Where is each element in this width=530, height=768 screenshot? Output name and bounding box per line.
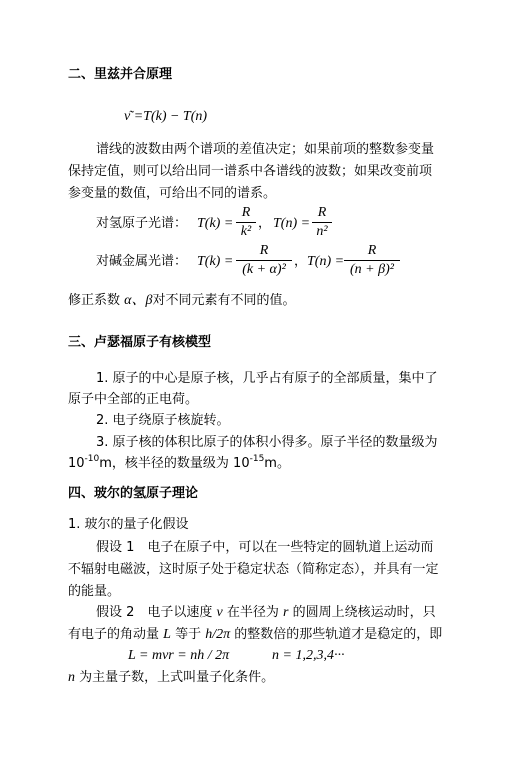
fraction-bar [344, 260, 400, 261]
text: 为主量子数，上式叫量子化条件。 [75, 670, 275, 685]
fraction-bar [236, 222, 256, 223]
section-4-heading: 四、玻尔的氢原子理论 [68, 486, 199, 501]
separator: ， [258, 216, 272, 231]
symbol-h-over-2pi: h/2π [205, 627, 231, 642]
fraction-denominator: k² [240, 224, 252, 239]
hydrogen-tn-fraction [312, 205, 332, 241]
text: 的圆周上绕核运动时，只 [288, 605, 436, 620]
text: m，核半径的数量级为 10 [99, 456, 250, 471]
text: 的整数倍的那些轨道才是稳定的，即 [230, 627, 443, 642]
hydrogen-tk-fraction [236, 205, 256, 241]
paragraph-line: 不辐射电磁波，这时原子处于稳定状态（简称定态），并具有一定 [68, 562, 439, 577]
fraction-bar [236, 260, 292, 261]
correction-note [68, 292, 295, 310]
ritz-formula: ν͂ =T(k) − T(n) [124, 109, 208, 124]
paragraph-line: 谱线的波数由两个谱项的差值决定；如果前项的整数参变量 [96, 142, 435, 157]
text: 有电子的角动量 [68, 627, 164, 642]
fraction-bar [312, 222, 332, 223]
paragraph-line [96, 604, 436, 622]
text: 假设 2 电子以速度 [96, 605, 217, 620]
hydrogen-label: 对氢原子光谱： [96, 216, 188, 231]
symbol-r: r [283, 605, 289, 620]
section-3-heading: 三、卢瑟福原子有核模型 [68, 335, 212, 350]
list-item-continued: 原子中全部的正电荷。 [68, 392, 199, 407]
fraction-denominator: (n + β)² [350, 262, 394, 277]
alkali-label: 对碱金属光谱： [96, 254, 188, 269]
quantum-numbers: n = 1,2,3,4··· [272, 648, 345, 663]
section-2-heading: 二、里兹并合原理 [68, 67, 173, 82]
paragraph-line: 保持定值，则可以给出同一谱系中各谱线的波数；如果改变前项 [68, 164, 433, 179]
exponent: -10 [84, 454, 100, 464]
fraction-denominator: (k + α)² [242, 262, 286, 277]
paragraph-line [68, 669, 274, 687]
symbol-n: n [68, 670, 75, 685]
fraction-numerator: R [259, 243, 269, 258]
fraction-numerator: R [317, 205, 327, 220]
alkali-tk-fraction [236, 243, 292, 279]
hydrogen-tn: T(n) = [273, 216, 311, 231]
correction-symbols: α、β [124, 293, 153, 308]
text: 10 [68, 456, 85, 471]
quantization-formula: L = mvr = nh / 2π [128, 648, 230, 663]
alkali-tk: T(k) = [197, 254, 234, 269]
paragraph-line [68, 626, 442, 644]
text: 在半径为 [222, 605, 284, 620]
alkali-tn: T(n) = [307, 254, 345, 269]
symbol-v: v [216, 605, 223, 620]
list-item: 3. 原子核的体积比原子的体积小得多。原子半径的数量级为 [96, 435, 438, 450]
text: m。 [264, 456, 290, 471]
paragraph-line: 的能量。 [68, 584, 121, 599]
correction-pre: 修正系数 [68, 293, 125, 308]
alkali-tn-fraction [344, 243, 400, 279]
paragraph-line: 参变量的数值，可给出不同的谱系。 [68, 186, 277, 201]
text: 等于 [170, 627, 206, 642]
subheading: 1. 玻尔的量子化假设 [68, 517, 189, 532]
symbol-L: L [163, 627, 171, 642]
hydrogen-tk: T(k) = [197, 216, 234, 231]
list-item: 2. 电子绕原子核旋转。 [96, 413, 230, 428]
correction-post: 对不同元素有不同的值。 [152, 293, 296, 308]
paragraph-line: 假设 1 电子在原子中，可以在一些特定的圆轨道上运动而 [96, 540, 434, 555]
exponent: -15 [249, 454, 265, 464]
separator: ， [294, 254, 308, 269]
fraction-numerator: R [367, 243, 377, 258]
list-item-continued [68, 455, 290, 473]
list-item: 1. 原子的中心是原子核，几乎占有原子的全部质量，集中了 [96, 371, 438, 386]
fraction-numerator: R [241, 205, 251, 220]
fraction-denominator: n² [316, 224, 328, 239]
